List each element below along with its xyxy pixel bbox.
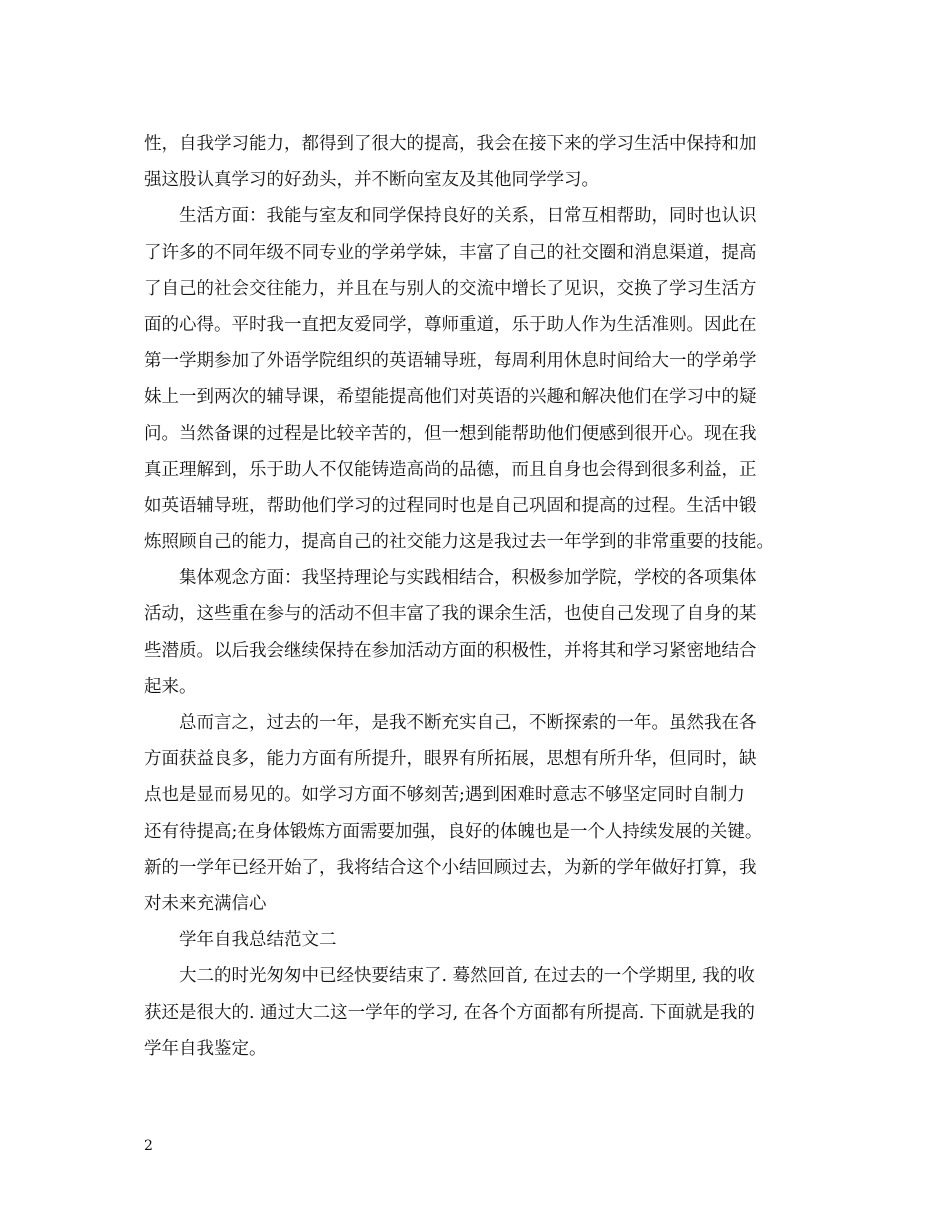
- text-line: 学年自我鉴定。: [144, 1038, 267, 1059]
- text-line: 问。当然备课的过程是比较辛苦的，但一想到能帮助他们便感到很开心。现在我: [144, 423, 757, 444]
- document-body: [144, 126, 814, 1067]
- text-line: 总而言之，过去的一年，是我不断充实自己，不断探索的一年。虽然我在各: [179, 713, 757, 733]
- text-line: 真正理解到，乐于助人不仅能铸造高尚的品德，而且自身也会得到很多利益，正: [144, 459, 757, 480]
- text-line: 些潜质。以后我会继续保持在参加活动方面的积极性，并将其和学习紧密地结合: [144, 640, 757, 661]
- text-line: 了许多的不同年级不同专业的学弟学妹，丰富了自己的社交圈和消息渠道，提高: [144, 242, 757, 263]
- text-line: 活动，这些重在参与的活动不但丰富了我的课余生活，也使自己发现了自身的某: [144, 604, 757, 625]
- text-line: 强这股认真学习的好劲头，并不断向室友及其他同学学习。: [144, 170, 599, 191]
- text-line: 生活方面：我能与室友和同学保持良好的关系，日常互相帮助，同时也认识: [179, 206, 757, 227]
- text-line: 对未来充满信心: [144, 893, 267, 914]
- text-line: 获还是很大的. 通过大二这一学年的学习, 在各个方面都有所提高. 下面就是我的: [144, 1002, 755, 1023]
- text-line: 炼照顾自己的能力，提高自己的社交能力这是我过去一年学到的非常重要的技能。: [144, 532, 774, 553]
- text-line: 还有待提高;在身体锻炼方面需要加强，良好的体魄也是一个人持续发展的关键。: [144, 821, 763, 842]
- text-line: 点也是显而易见的。如学习方面不够刻苦;遇到困难时意志不够坚定同时自制力: [144, 785, 745, 806]
- text-line: 学年自我总结范文二: [179, 930, 337, 951]
- page-number: 2: [144, 1138, 153, 1154]
- text-line: 新的一学年已经开始了，我将结合这个小结回顾过去，为新的学年做好打算，我: [144, 857, 757, 878]
- text-line: 如英语辅导班，帮助他们学习的过程同时也是自己巩固和提高的过程。生活中锻: [144, 495, 757, 516]
- text-line: 了自己的社会交往能力，并且在与别人的交流中增长了见识，交换了学习生活方: [144, 278, 757, 299]
- text-line: 方面获益良多，能力方面有所提升，眼界有所拓展，思想有所升华，但同时，缺: [144, 749, 757, 770]
- text-line: 起来。: [144, 676, 197, 697]
- text-line: 面的心得。平时我一直把友爱同学，尊师重道，乐于助人作为生活准则。因此在: [144, 314, 757, 335]
- text-line: 第一学期参加了外语学院组织的英语辅导班，每周利用休息时间给大一的学弟学: [144, 351, 757, 372]
- text-line: 集体观念方面：我坚持理论与实践相结合，积极参加学院，学校的各项集体: [179, 568, 757, 589]
- text-line: 大二的时光匆匆中已经快要结束了. 蓦然回首, 在过去的一个学期里, 我的收: [179, 966, 755, 987]
- text-line: 妹上一到两次的辅导课，希望能提高他们对英语的兴趣和解决他们在学习中的疑: [144, 387, 757, 408]
- text-line: 性，自我学习能力，都得到了很大的提高，我会在接下来的学习生活中保持和加: [144, 134, 757, 154]
